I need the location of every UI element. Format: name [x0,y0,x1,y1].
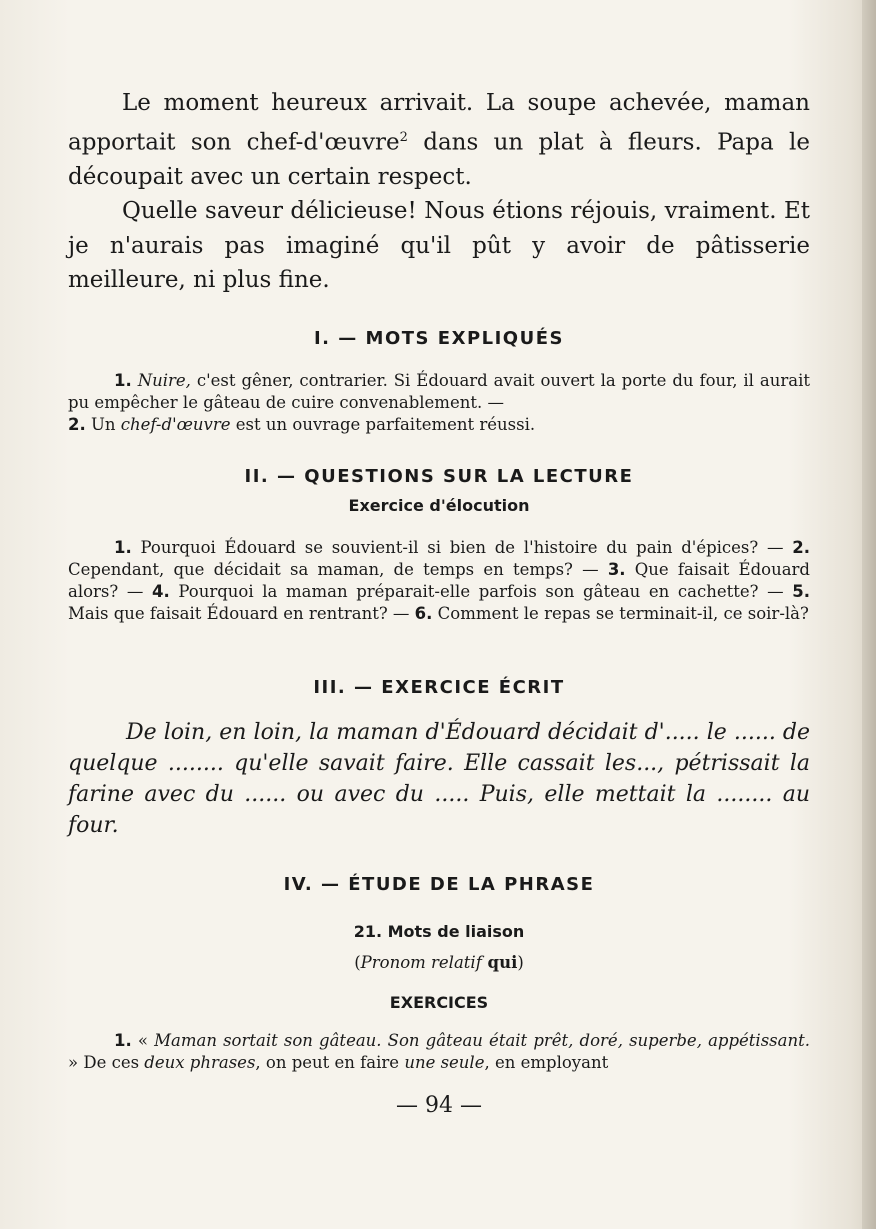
section-1-body [68,370,810,436]
footnote-marker: 2 [399,129,408,145]
grammar-word: qui [481,953,518,972]
section-3-exercise-text: De loin, en loin, la maman d'Édouard décidait d'..... le ...... de quelque ........ qu'elle savait faire. Elle cassait les..., pétrissait la farine avec du ...... ou avec du ..... Puis, elle mettait la ........ au four. [68,720,810,838]
item-number: 1. [114,371,132,390]
question-number: 2. [792,538,810,557]
definition-text: est un ouvrage parfaitement réussi. [230,415,536,434]
section-3-heading: III. — EXERCICE ÉCRIT [313,677,565,698]
section-2-questions [68,537,810,625]
narrative-paragraph-1 [68,86,810,194]
defined-word: Nuire, [137,371,191,390]
exercise-text: , on peut en faire [255,1053,405,1072]
question-number: 3. [607,560,626,579]
exercise-emphasis: une seule [404,1053,485,1072]
exercises-heading: EXERCICES [389,993,489,1012]
exercise-text: « [131,1031,155,1050]
narrative-paragraph-2: Quelle saveur délicieuse! Nous étions réjouis, vraiment. Et je n'aurais pas imaginé qu'il pût y avoir de pâtisserie meilleure, ni plus fine. [68,198,810,294]
question-text: Cependant, que décidait sa maman, de temps en temps? — [68,560,608,579]
definition-text: Un [85,415,121,434]
definition-text: c'est gêner, contrarier. Si Édouard avait ouvert la porte du four, il aurait pu empêcher le gâteau de cuire convenablement. — [68,371,810,412]
narrative-p1-text-a: Le moment heureux arrivait. La soupe achevée, maman apportait son chef-d'œuvre [68,90,810,156]
page-edge [862,0,876,1229]
section-4-subheading: 21. Mots de liaison [353,922,525,941]
question-text: Pourquoi la maman préparait-elle parfois son gâteau en cachette? — [169,582,793,601]
narrative-p1-text-b: dans un plat à fleurs. Papa le découpait avec un certain respect. [68,129,810,190]
question-number: 5. [792,582,810,601]
question-text: Pourquoi Édouard se souvient-il si bien de l'histoire du pain d'épices? — [131,538,793,557]
section-1-heading: I. — MOTS EXPLIQUÉS [313,328,564,349]
paren-open: ( [354,953,361,972]
section-2-heading: II. — QUESTIONS SUR LA LECTURE [244,466,634,487]
question-text: Comment le repas se terminait-il, ce soir-là? [432,604,809,623]
exercise-text: » De ces [68,1053,145,1072]
question-text: Que faisait Édouard alors? — [68,560,810,601]
exercise-quote: Maman sortait son gâteau. Son gâteau était prêt, doré, superbe, appétissant. [154,1031,810,1050]
defined-word: chef-d'œuvre [120,415,231,434]
item-number: 2. [68,415,86,434]
narrative-block [68,86,810,298]
exercise-emphasis: deux phrases [144,1053,256,1072]
section-4-heading: IV. — ÉTUDE DE LA PHRASE [283,874,595,895]
question-number: 4. [151,582,170,601]
exercise-text: , en employant [484,1053,609,1072]
page-number: — 94 — [396,1093,482,1118]
section-2-subheading: Exercice d'élocution [348,496,530,515]
exercise-1-text [68,1030,810,1074]
question-number: 6. [414,604,433,623]
question-text: Mais que faisait Édouard en rentrant? — [68,604,415,623]
exercise-number: 1. [114,1031,132,1050]
section-4-parenthetical [68,952,810,974]
paren-close: ) [517,953,524,972]
grammar-term: Pronom relatif [360,953,482,972]
question-number: 1. [114,538,132,557]
